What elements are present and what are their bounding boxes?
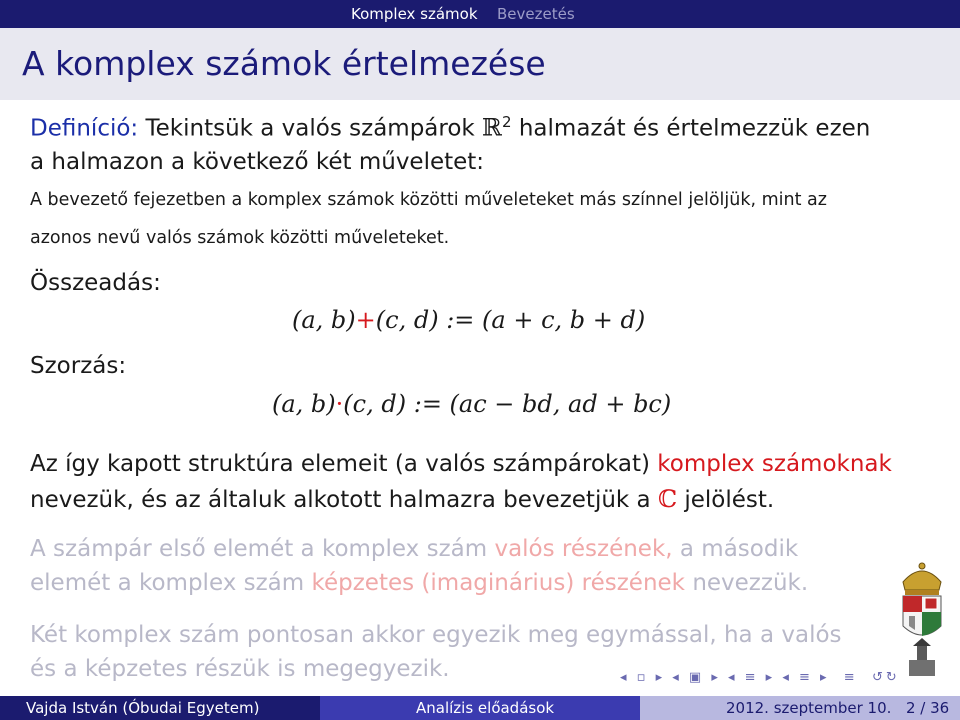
multiplication-rhs: := (ac − bd, ad + bc) [413,390,672,418]
faded-line-4: és a képzetes részük is megegyezik. [30,656,450,682]
nav-subsection-link[interactable]: Bevezetés [497,5,575,23]
definition-line-2: a halmazon a következő két műveletet: [30,149,485,175]
complex-set-symbol: ℂ [657,485,678,513]
addition-formula [292,306,645,334]
footer-page-number: 2 / 36 [906,699,950,717]
real-set-symbol: ℝ [482,113,502,142]
footer-bar [0,696,960,720]
structure-line-1 [30,451,892,477]
faded-text: a második [679,536,799,562]
footer-course: Analízis előadások [416,699,555,717]
note-line-1: A bevezető fejezetben a komplex számok közötti műveleteket más színnel jelöljük, mint az [30,190,827,210]
addition-rhs: := (a + c, b + d) [446,306,646,334]
footer-author: Vajda István (Óbudai Egyetem) [26,699,260,717]
footer-date: 2012. szeptember 10. [726,699,892,717]
addition-label: Összeadás: [30,270,161,296]
complex-numbers-term: komplex számoknak [657,451,892,477]
structure-text-post: jelölést. [684,487,775,513]
complex-times-op: · [335,390,344,418]
header-bar [0,0,960,28]
definition-text-pre: Tekintsük a valós számpárok [145,115,475,142]
imaginary-part-term: képzetes (imaginárius) részének [311,570,685,596]
crest-logo [895,560,949,684]
faded-line-3: Két komplex szám pontosan akkor egyezik meg egymással, ha a valós [30,622,842,648]
slide-title: A komplex számok értelmezése [22,44,546,83]
faded-line-2 [30,570,808,596]
multiplication-label: Szorzás: [30,353,127,379]
structure-line-2 [30,485,774,513]
faded-text: elemét a komplex szám [30,570,305,596]
structure-text-pre-2: nevezük, és az általuk alkotott halmazra bevezetjük a [30,487,651,513]
faded-text: A számpár első elemét a komplex szám [30,536,488,562]
multiplication-lhs-b: (c, d) [343,390,407,418]
footer-course-box [320,696,640,720]
title-bar [0,28,960,100]
footer-author-box [0,696,320,720]
definition-text-post: halmazát és értelmezzük ezen [518,115,871,142]
definition-label: Definíció: [30,115,139,142]
definition-line-1 [30,113,870,142]
real-set-superscript: 2 [502,113,512,131]
multiplication-lhs-a: (a, b) [272,390,336,418]
faded-text: nevezzük. [692,570,809,596]
real-part-term: valós részének, [494,536,673,562]
faded-line-1 [30,536,798,562]
structure-text-pre: Az így kapott struktúra elemeit (a valós számpárokat) [30,451,650,477]
multiplication-formula [272,390,671,418]
nav-section-link[interactable]: Komplex számok [351,5,478,23]
note-line-2: azonos nevű valós számok közötti műveleteket. [30,228,450,248]
addition-lhs-a: (a, b) [292,306,356,334]
complex-plus-op: + [355,306,376,334]
addition-lhs-b: (c, d) [375,306,439,334]
footer-info-box [640,696,960,720]
beamer-nav-icon[interactable]: ◂ ▫ ▸ ◂ ▣ ▸ ◂ ≡ ▸ ◂ ≡ ▸ ≡ ↺↻ [620,670,900,685]
